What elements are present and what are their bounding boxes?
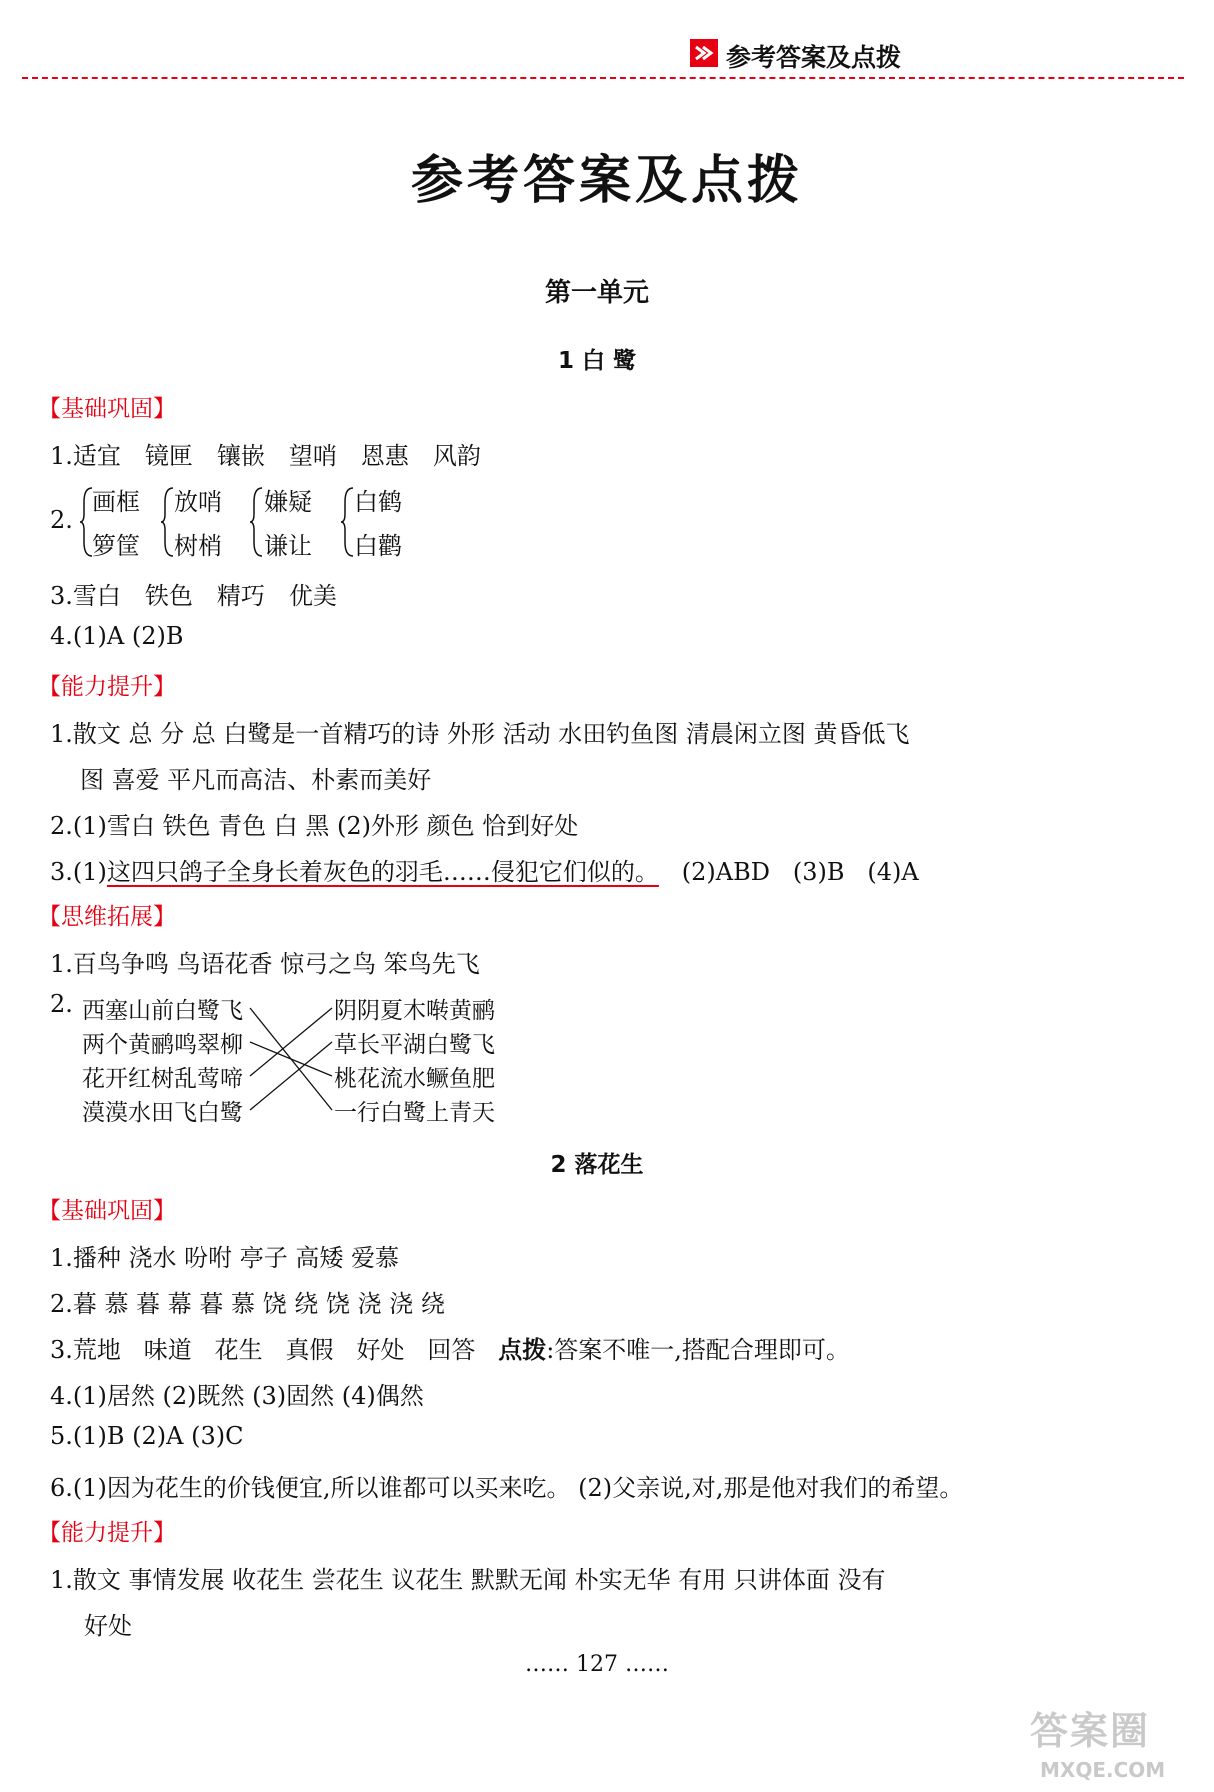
brace-top-2: 放哨: [174, 488, 222, 516]
match-right-2: 草长平湖白鹭飞: [334, 1032, 495, 1058]
section-label-thinking: 【思维拓展】: [38, 904, 176, 930]
answer-line-1-a2: 2.(1)雪白 铁色 青色 白 黑 (2)外形 颜色 恰到好处: [50, 812, 579, 840]
answer-brace-group: [80, 482, 440, 562]
answer-line-1-a1: 1.散文 总 分 总 白鹭是一首精巧的诗 外形 活动 水田钓鱼图 清晨闲立图 黄昏低飞: [50, 720, 910, 748]
brace-top-1: 画框: [92, 488, 140, 516]
arrow-right-icon: [690, 39, 718, 67]
answer-line-2-5: 5.(1)B (2)A (3)C: [50, 1422, 244, 1450]
unit-title: 第一单元: [544, 278, 649, 308]
answer-line-2-a1-cont: 好处: [84, 1612, 132, 1640]
brace-top-4: 白鹤: [354, 488, 402, 516]
lesson-1-title: 1 白 鹭: [557, 348, 637, 374]
watermark-url: MXQE.COM: [1040, 1758, 1166, 1782]
header-divider: [22, 77, 1184, 79]
match-lines: [82, 992, 522, 1132]
answer-line-1-a3: 3.(1)这四只鸽子全身长着灰色的羽毛……侵犯它们似的。 (2)ABD (3)B (4)A: [50, 858, 919, 886]
answer-line-2-3: 3.荒地 味道 花生 真假 好处 回答 点拨:答案不唯一,搭配合理即可。: [50, 1336, 850, 1364]
match-left-4: 漠漠水田飞白鹭: [82, 1100, 243, 1126]
match-left-1: 西塞山前白鹭飞: [82, 998, 243, 1024]
watermark-logo: 答案圈: [1030, 1709, 1151, 1753]
header-label: 参考答案及点拨: [726, 43, 902, 72]
match-right-3: 桃花流水鳜鱼肥: [334, 1066, 495, 1092]
brace-bottom-4: 白鹳: [354, 532, 402, 560]
match-right-1: 阴阴夏木啭黄鹂: [334, 998, 495, 1024]
match-right-4: 一行白鹭上青天: [334, 1100, 495, 1126]
lesson-2-title: 2 落花生: [550, 1152, 644, 1178]
brace-bottom-1: 箩筐: [92, 532, 140, 560]
section-label-ability: 【能力提升】: [38, 674, 176, 700]
answer-line-2-6: 6.(1)因为花生的价钱便宜,所以谁都可以买来吃。 (2)父亲说,对,那是他对我们的希望。: [50, 1474, 964, 1502]
page-number: …… 127 ……: [525, 1652, 669, 1677]
answer-line-2-a1: 1.散文 事情发展 收花生 尝花生 议花生 默默无闻 朴实无华 有用 只讲体面 没有: [50, 1566, 886, 1594]
tip-label: 点拨: [498, 1336, 547, 1364]
section-label-basic-2: 【基础巩固】: [38, 1198, 176, 1224]
page-title: 参考答案及点拨: [410, 151, 803, 211]
answer-num-1-2: 2.: [50, 506, 73, 534]
match-left-3: 花开红树乱莺啼: [82, 1066, 243, 1092]
section-label-ability-2: 【能力提升】: [38, 1520, 176, 1546]
answer-line-1-a1-cont: 图 喜爱 平凡而高洁、朴素而美好: [80, 766, 432, 794]
answer-line-1-3: 3.雪白 铁色 精巧 优美: [50, 582, 337, 610]
running-header: [690, 36, 938, 70]
brace-bottom-2: 树梢: [174, 532, 222, 560]
section-label-basic: 【基础巩固】: [38, 396, 176, 422]
answer-line-1-4: 4.(1)A (2)B: [50, 622, 184, 650]
match-left-2: 两个黄鹂鸣翠柳: [82, 1032, 243, 1058]
underlined-answer: 这四只鸽子全身长着灰色的羽毛……侵犯它们似的。: [106, 858, 659, 886]
brace-bottom-3: 谦让: [264, 532, 312, 560]
answer-line-1-1: 1.适宜 镜匣 镶嵌 望哨 恩惠 风韵: [50, 442, 481, 470]
answer-line-2-2: 2.暮 慕 暮 幕 暮 慕 饶 绕 饶 浇 浇 绕: [50, 1290, 445, 1318]
matching-diagram: [82, 992, 522, 1132]
answer-line-1-t1: 1.百鸟争鸣 鸟语花香 惊弓之鸟 笨鸟先飞: [50, 950, 480, 978]
brace-top-3: 嫌疑: [264, 488, 312, 516]
answer-line-2-1: 1.播种 浇水 吩咐 亭子 高矮 爱慕: [50, 1244, 400, 1272]
answer-line-2-4: 4.(1)居然 (2)既然 (3)固然 (4)偶然: [50, 1382, 424, 1410]
answer-num-1-t2: 2.: [50, 990, 73, 1018]
